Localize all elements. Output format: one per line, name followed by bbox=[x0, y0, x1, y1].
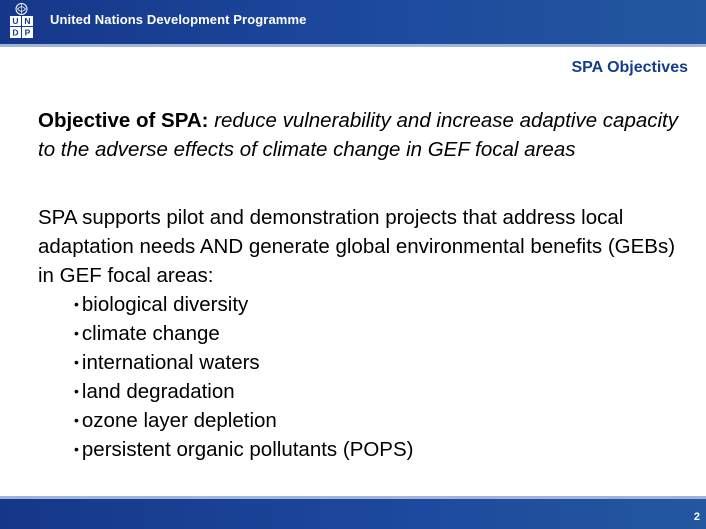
bullet-icon: • bbox=[74, 325, 79, 341]
page-number: 2 bbox=[693, 511, 700, 523]
focal-areas-list bbox=[74, 290, 413, 464]
bullet-icon: • bbox=[74, 441, 79, 457]
bullet-icon: • bbox=[74, 383, 79, 399]
svg-text:N: N bbox=[24, 16, 31, 26]
svg-text:D: D bbox=[12, 27, 19, 38]
header-divider bbox=[0, 44, 706, 47]
bullet-icon: • bbox=[74, 296, 79, 312]
svg-text:U: U bbox=[12, 16, 19, 26]
footer-bar bbox=[0, 499, 706, 529]
list-item: • ozone layer depletion bbox=[74, 406, 413, 435]
objective-paragraph bbox=[38, 106, 678, 164]
objective-label: Objective of SPA: bbox=[38, 109, 209, 132]
bullet-icon: • bbox=[74, 412, 79, 428]
bullet-icon: • bbox=[74, 354, 79, 370]
organization-name: United Nations Development Programme bbox=[50, 12, 307, 27]
objective-description: reduce vulnerability and increase adaptive capacity to the adverse effects of climate change in GEF focal areas bbox=[38, 109, 679, 161]
undp-logo-icon bbox=[9, 3, 34, 39]
slide-title: SPA Objectives bbox=[571, 59, 688, 76]
list-item: • land degradation bbox=[74, 377, 413, 406]
list-item: • persistent organic pollutants (POPS) bbox=[74, 435, 413, 464]
header-bar bbox=[0, 0, 706, 44]
svg-text:P: P bbox=[24, 27, 31, 38]
list-item: • climate change bbox=[74, 319, 413, 348]
support-paragraph: SPA supports pilot and demonstration projects that address local adaptation needs AND generate global environmental benefits (GEBs) in GEF focal areas: bbox=[38, 206, 676, 287]
list-item: • international waters bbox=[74, 348, 413, 377]
list-item: • biological diversity bbox=[74, 290, 413, 319]
